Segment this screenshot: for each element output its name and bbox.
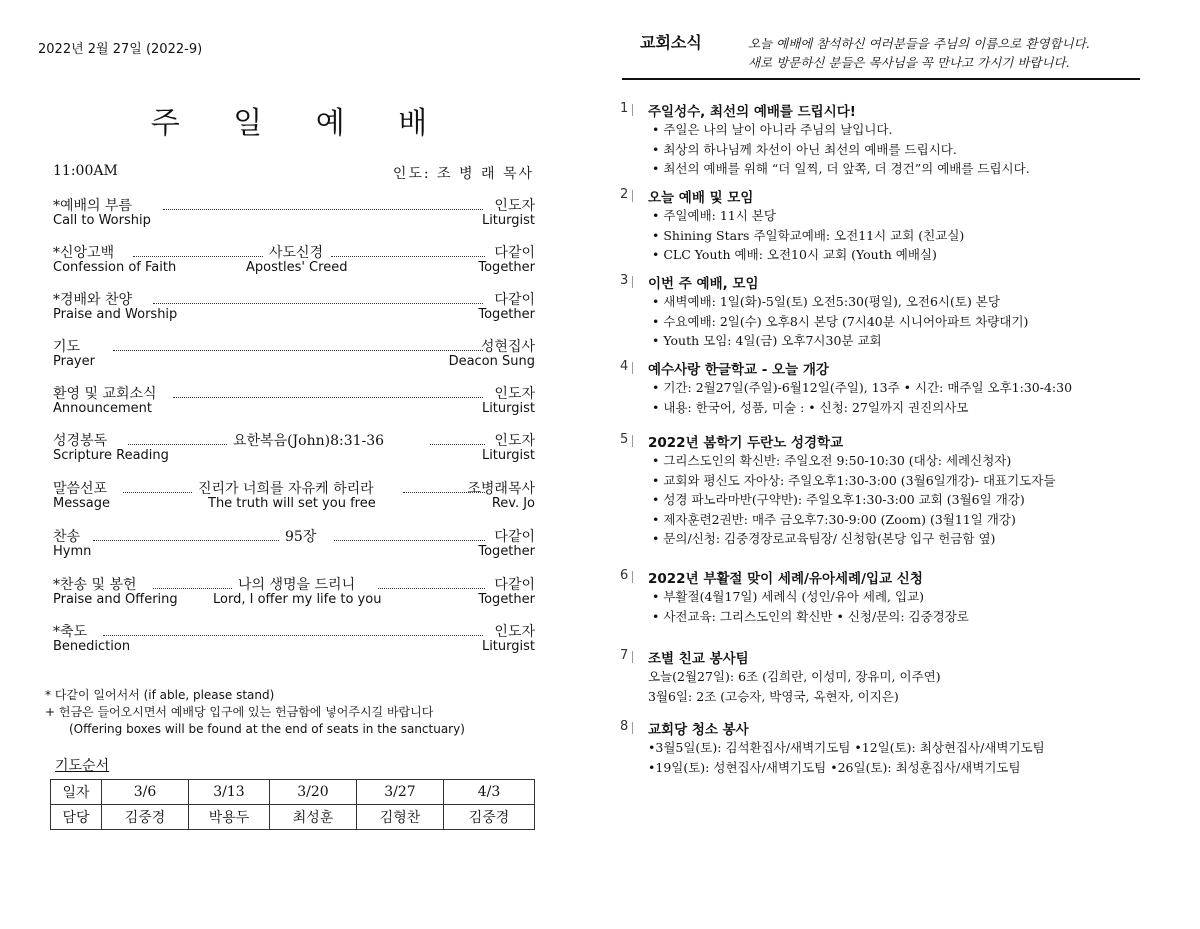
order-item-leader: 인도자	[494, 198, 535, 214]
order-item-title-en: Announcement	[53, 401, 152, 416]
welcome-line: 오늘 예배에 참석하신 여러분들을 주님의 이름으로 환영합니다.	[748, 36, 1090, 51]
order-item-content: 95장	[285, 529, 317, 545]
order-item-title: *경배와 찬양	[53, 292, 133, 308]
order-item-leader: 인도자	[494, 386, 535, 402]
order-item-leader-en: Together	[478, 544, 535, 559]
dotted-leader	[113, 340, 483, 351]
section-line: • 성경 파노라마반(구약반): 주일오후1:30-3:00 교회 (3월6일 개강)	[652, 490, 1025, 508]
order-item	[53, 289, 535, 329]
order-item-content-en: Apostles' Creed	[246, 260, 348, 275]
dotted-leader	[153, 293, 483, 304]
section-title: 2022년 부활절 맞이 세례/유아세례/입교 신청	[648, 571, 923, 587]
section-line: • 주일예배: 11시 본당	[652, 206, 776, 224]
note-stand: * 다같이 일어서서 (if able, please stand)	[45, 688, 275, 702]
table-cell: 박용두	[189, 805, 270, 830]
table-cell: 김형찬	[357, 805, 444, 830]
section-line: 오늘(2월27일): 6조 (김희란, 이성미, 장유미, 이주연)	[648, 669, 941, 684]
order-item-title: 환영 및 교회소식	[53, 386, 157, 402]
order-item-content-en: Lord, I offer my life to you	[213, 592, 382, 607]
prayer-schedule-table	[50, 779, 535, 830]
order-item	[53, 383, 535, 423]
section-bar	[632, 190, 633, 202]
order-item-title: *축도	[53, 624, 88, 640]
dotted-leader	[378, 578, 485, 589]
section-line: • 사전교육: 그리스도인의 확신반 • 신청/문의: 김중경장로	[652, 607, 969, 625]
order-item	[53, 574, 535, 614]
dotted-leader	[403, 482, 485, 493]
order-item	[53, 526, 535, 566]
section-title: 조별 친교 봉사팀	[648, 651, 749, 667]
section-line: • 문의/신청: 김중경장로교육팀장/ 신청함(본당 입구 헌금함 옆)	[652, 529, 995, 547]
order-item-title: *신앙고백	[53, 245, 115, 261]
order-item-content-en: The truth will set you free	[208, 496, 376, 511]
order-item-leader-en: Liturgist	[481, 401, 535, 416]
order-item-title: 기도	[53, 339, 81, 355]
table-cell: 최성훈	[270, 805, 357, 830]
note-offering: + 헌금은 들어오시면서 예배당 입구에 있는 헌금함에 넣어주시길 바랍니다	[45, 705, 434, 719]
order-item	[53, 336, 535, 376]
table-cell: 3/13	[189, 780, 270, 805]
table-cell: 3/20	[270, 780, 357, 805]
section-bar	[632, 722, 633, 734]
order-item-title: 찬송	[53, 529, 81, 545]
order-item-leader: 다같이	[494, 529, 535, 545]
section-line: •3월5일(토): 김석환집사/새벽기도팀 •12일(토): 최상현집사/새벽기도팀	[648, 740, 1045, 755]
section-line: • 최선의 예배를 위해 “더 일찍, 더 앞쪽, 더 경건”의 예배를 드립시다.	[652, 159, 1030, 177]
order-item-title-en: Benediction	[53, 639, 131, 654]
section-bar	[632, 104, 633, 116]
order-item-leader-en: Together	[478, 592, 535, 607]
order-item-title-en: Praise and Offering	[53, 592, 178, 607]
section-line: • Youth 모임: 4일(금) 오후7시30분 교회	[652, 331, 882, 349]
order-item-title-en: Call to Worship	[53, 213, 151, 228]
section-bar	[632, 651, 633, 663]
section-number: 1	[620, 101, 629, 116]
section-number: 2	[620, 187, 629, 202]
dotted-leader	[163, 199, 483, 210]
order-item	[53, 621, 535, 661]
order-item-title-en: Hymn	[53, 544, 92, 559]
order-item-title-en: Confession of Faith	[53, 260, 177, 275]
table-cell: 담당	[51, 805, 102, 830]
service-time: 11:00AM	[53, 163, 118, 179]
section-line: • 내용: 한국어, 성품, 미술 : • 신청: 27일까지 권진의사모	[652, 398, 968, 416]
section-line: • 주일은 나의 날이 아니라 주님의 날입니다.	[652, 120, 892, 138]
table-row	[51, 805, 535, 830]
section-bar	[632, 571, 633, 583]
order-item-title-en: Message	[53, 496, 110, 511]
order-item-leader-en: Liturgist	[481, 213, 535, 228]
section-number: 3	[620, 273, 629, 288]
dotted-leader	[93, 530, 279, 541]
dotted-leader	[334, 530, 485, 541]
order-item-leader: 다같이	[494, 245, 535, 261]
order-item-leader-en: Together	[478, 307, 535, 322]
section-line: • 제자훈련2권반: 매주 금오후7:30-9:00 (Zoom) (3월11일 개강)	[652, 510, 1016, 528]
section-line: • 새벽예배: 1일(화)-5일(토) 오전5:30(평일), 오전6시(토) 본당	[652, 292, 1000, 310]
order-item-leader-en: Rev. Jo	[491, 496, 535, 511]
section-title: 주일성수, 최선의 예배를 드립시다!	[648, 104, 856, 120]
section-title: 오늘 예배 및 모임	[648, 190, 754, 206]
dotted-leader	[430, 434, 485, 445]
order-item-title-en: Praise and Worship	[53, 307, 178, 322]
service-leader: 인도: 조 병 래 목사	[392, 166, 534, 182]
order-item-content: 사도신경	[269, 245, 324, 261]
order-item	[53, 430, 535, 470]
section-bar	[632, 362, 633, 374]
section-bar	[632, 435, 633, 447]
table-cell: 3/27	[357, 780, 444, 805]
order-item-title: *찬송 및 봉헌	[53, 577, 137, 593]
section-line: • 교회와 평신도 자아상: 주일오후1:30-3:00 (3월6일개강)- 대표기도자들	[652, 471, 1055, 489]
order-item-leader-en: Liturgist	[481, 448, 535, 463]
section-title: 2022년 봄학기 두란노 성경학교	[648, 435, 844, 451]
order-item-title: 말씀선포	[53, 481, 108, 497]
order-item-leader: 조병래목사	[467, 481, 535, 497]
divider	[622, 78, 1140, 80]
section-title: 예수사랑 한글학교 - 오늘 개강	[648, 362, 829, 378]
order-item-title: 성경봉독	[53, 433, 108, 449]
church-news-title: 교회소식	[640, 33, 702, 52]
notes	[45, 687, 465, 738]
section-number: 7	[620, 648, 629, 663]
dotted-leader	[331, 246, 485, 257]
welcome-message	[748, 34, 1090, 72]
order-item-title-en: Scripture Reading	[53, 448, 169, 463]
order-item-leader: 다같이	[494, 292, 535, 308]
order-item	[53, 242, 535, 282]
section-line: •19일(토): 성현집사/새벽기도팀 •26일(토): 최성훈집사/새벽기도팀	[648, 759, 1021, 775]
section-line: • 그리스도인의 확신반: 주일오전 9:50-10:30 (대상: 세례신청자)	[652, 451, 1011, 469]
order-item-title: *예배의 부름	[53, 198, 133, 214]
section-line: • 최상의 하나님께 차선이 아닌 최선의 예배를 드립시다.	[652, 140, 957, 158]
order-item-leader-en: Deacon Sung	[448, 354, 535, 369]
order-item-content: 진리가 너희를 자유케 하리라	[198, 481, 374, 497]
section-line: • 수요예배: 2일(수) 오후8시 본당 (7시40분 시니어아파트 차량대기)	[652, 312, 1028, 330]
section-number: 5	[620, 432, 629, 447]
section-line: • CLC Youth 예배: 오전10시 교회 (Youth 예배실)	[652, 245, 937, 263]
section-number: 8	[620, 719, 629, 734]
section-line: • Shining Stars 주일학교예배: 오전11시 교회 (친교실)	[652, 226, 964, 244]
order-item-leader-en: Liturgist	[481, 639, 535, 654]
section-title: 이번 주 예배, 모임	[648, 276, 759, 292]
section-number: 4	[620, 359, 629, 374]
order-item-content: 나의 생명을 드리니	[238, 577, 356, 593]
order-item-leader: 다같이	[494, 577, 535, 593]
table-cell: 3/6	[102, 780, 189, 805]
bulletin-date: 2022년 2월 27일 (2022-9)	[38, 42, 203, 57]
note-offering-en: (Offering boxes will be found at the end of seats in the sanctuary)	[69, 722, 465, 736]
section-bar	[632, 276, 633, 288]
dotted-leader	[173, 387, 483, 398]
section-number: 6	[620, 568, 629, 583]
order-item-leader-en: Together	[478, 260, 535, 275]
table-cell: 김중경	[102, 805, 189, 830]
section-line: • 부활절(4월17일) 세례식 (성인/유아 세례, 입교)	[652, 587, 924, 605]
order-item-leader: 인도자	[494, 433, 535, 449]
order-item-leader: 인도자	[494, 624, 535, 640]
order-item	[53, 478, 535, 518]
order-item-title-en: Prayer	[53, 354, 95, 369]
section-line: 3월6일: 2조 (고승자, 박영국, 옥현자, 이지은)	[648, 688, 899, 704]
dotted-leader	[128, 434, 227, 445]
table-cell: 일자	[51, 780, 102, 805]
dotted-leader	[133, 246, 263, 257]
order-item-leader: 성현집사	[480, 339, 535, 355]
section-title: 교회당 청소 봉사	[648, 722, 749, 738]
order-item	[53, 195, 535, 235]
order-item-content: 요한복음(John)8:31-36	[233, 433, 385, 449]
table-cell: 4/3	[444, 780, 535, 805]
table-row	[51, 780, 535, 805]
welcome-line: 새로 방문하신 분들은 목사님을 꼭 만나고 가시기 바랍니다.	[748, 55, 1070, 70]
table-cell: 김중경	[444, 805, 535, 830]
prayer-schedule-title: 기도순서	[55, 758, 110, 774]
dotted-leader	[103, 625, 483, 636]
dotted-leader	[123, 482, 192, 493]
page-title: 주 일 예 배	[150, 106, 450, 141]
dotted-leader	[153, 578, 232, 589]
section-line: • 기간: 2월27일(주일)-6월12일(주일), 13주 • 시간: 매주일 오후1:30-4:30	[652, 378, 1072, 396]
